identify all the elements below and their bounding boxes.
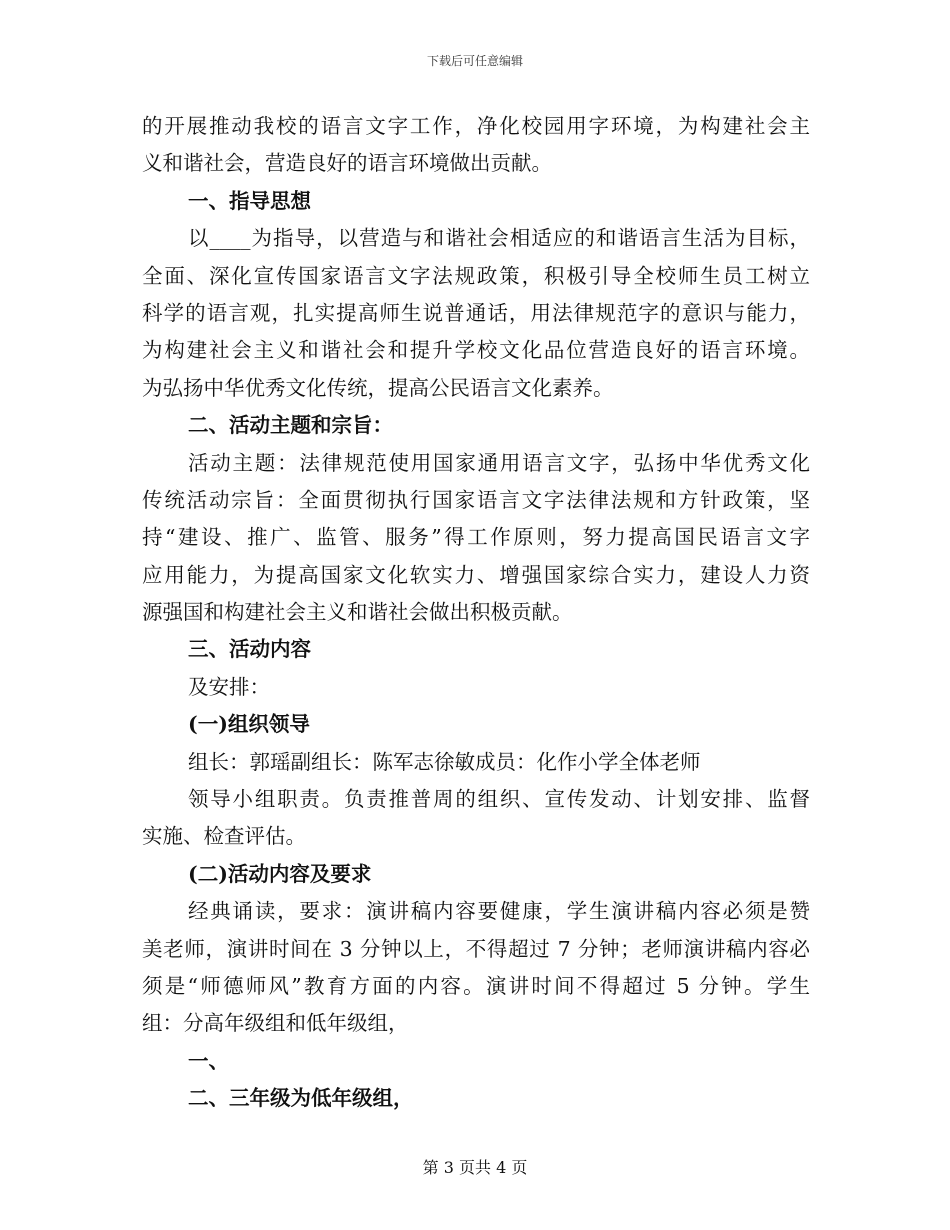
paragraph-line: 源强国和构建社会主义和谐社会做出积极贡献。 xyxy=(142,600,573,625)
paragraph-line: 持“建设、推广、监管、服务”得工作原则，努力提高国民语言文字 xyxy=(142,525,810,550)
paragraph-line: 组长：郭瑶副组长：陈军志徐敏成员：化作小学全体老师 xyxy=(188,749,701,774)
paragraph-line: 及安排： xyxy=(188,674,270,699)
page-header: 下载后可任意编辑 xyxy=(426,54,523,68)
document-body xyxy=(142,108,810,1118)
paragraph-line: 全面、深化宣传国家语言文字法规政策，积极引导全校师生员工树立 xyxy=(142,263,810,288)
paragraph-line: 应用能力，为提高国家文化软实力、增强国家综合实力，建设人力资 xyxy=(142,562,810,587)
paragraph-line: 为弘扬中华优秀文化传统，提高公民语言文化素养。 xyxy=(142,375,614,400)
section-heading: 三、活动内容 xyxy=(188,637,311,662)
list-marker: 一、 xyxy=(188,1048,229,1073)
section-heading: 二、活动主题和宗旨： xyxy=(188,413,393,438)
paragraph-line: 领导小组职责。负责推普周的组织、宣传发动、计划安排、监督 xyxy=(188,787,810,812)
paragraph-line: 美老师，演讲时间在 3 分钟以上，不得超过 7 分钟；老师演讲稿内容必 xyxy=(142,936,810,961)
paragraph-line: 须是“师德师风”教育方面的内容。演讲时间不得超过 5 分钟。学生 xyxy=(142,973,810,998)
paragraph-line: 科学的语言观，扎实提高师生说普通话，用法律规范字的意识与能力， xyxy=(142,300,810,325)
page-footer: 第 3 页共 4 页 xyxy=(422,1158,528,1177)
paragraph-line: 经典诵读，要求：演讲稿内容要健康，学生演讲稿内容必须是赞 xyxy=(188,899,810,924)
paragraph-line: 二、三年级为低年级组， xyxy=(188,1086,414,1111)
subsection-heading: (一)组织领导 xyxy=(188,712,310,737)
paragraph-line: 的开展推动我校的语言文字工作，净化校园用字环境，为构建社会主 xyxy=(142,114,810,138)
paragraph-line: 传统活动宗旨：全面贯彻执行国家语言文字法律法规和方针政策，坚 xyxy=(142,487,810,512)
paragraph-line: 活动主题：法律规范使用国家通用语言文字，弘扬中华优秀文化 xyxy=(188,450,810,475)
paragraph-line: 义和谐社会，营造良好的语言环境做出贡献。 xyxy=(142,151,552,176)
paragraph-line: 实施、检查评估。 xyxy=(142,824,306,849)
section-heading: 一、指导思想 xyxy=(188,188,311,213)
paragraph-line: 组：分高年级组和低年级组， xyxy=(142,1011,409,1036)
paragraph-line: 为构建社会主义和谐社会和提升学校文化品位营造良好的语言环境。 xyxy=(142,338,810,363)
subsection-heading: (二)活动内容及要求 xyxy=(188,861,372,886)
paragraph-line: 以____为指导，以营造与和谐社会相适应的和谐语言生活为目标， xyxy=(188,226,810,251)
